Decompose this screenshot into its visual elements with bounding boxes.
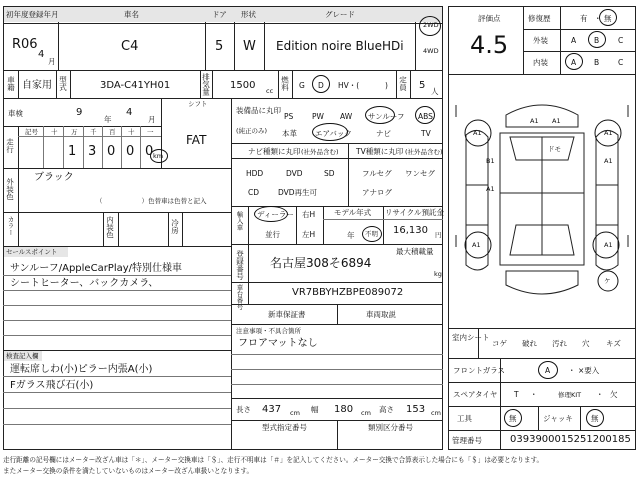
drive-4wd: 4WD [423,47,439,55]
damage-mark-5: B1 [486,157,495,165]
width-unit: cm [361,409,371,417]
fuel-option-d: D [318,81,324,90]
front-glass-replace: ×要入 [578,366,600,375]
sales-points-label: セールスポイント [6,248,58,256]
import-label: 輸入車 [235,211,244,231]
fuel-option-hv: HV・( [338,81,360,90]
recycle-label: リサイクル預託金 [385,208,444,217]
mileage-place-symbol: 記号 [25,128,38,136]
fuel-option-g: G [299,81,305,90]
equip-ps: PS [284,112,294,121]
damage-mark-1: A1 [473,129,482,137]
inspection-month: 4 [126,107,133,118]
fuel-option-close: ) [385,81,388,90]
interior-b: B [594,58,600,67]
mgmt-no: 0393900015251200185 [510,434,631,445]
repair-dot: ・ [594,14,602,23]
coolant-label: 冷房 [170,219,180,234]
damage-mark-6: A1 [604,157,613,165]
chassis-label: 車台番号 [235,284,244,310]
damage-mark-4: A1 [552,117,561,125]
tv-oneseg: ワンセグ [405,169,435,178]
damage-mark-3: A1 [530,117,539,125]
width: 180 [334,404,354,415]
damage-mark-9: A1 [472,241,481,249]
model-year-unit: 年 [347,231,355,240]
tools-none: 無 [509,414,517,423]
parallel: 並行 [265,230,280,239]
front-glass-label: フロントガラス [453,366,506,375]
mileage-place-100: 百 [109,128,116,136]
equip-pw: PW [312,112,324,121]
repair-label: 修復歴 [528,14,551,23]
mileage-place-10: 十 [128,128,135,136]
equip-abs: ABS [418,112,433,121]
navi-type-label: ナビ種類に丸印 [248,147,301,156]
mileage-place-100k: 十 [51,128,58,136]
shape: W [243,39,256,54]
navi-cd: CD [248,188,260,197]
navi-type-sub: (社外品含む) [301,148,339,156]
interior-color-label: 内装色 [105,216,115,239]
mileage-digit-5: 0 [145,144,154,159]
tools-label: 工具 [457,414,472,423]
notes-label: 注意事項・不具合箇所 [236,327,301,335]
exterior-c: C [618,36,624,45]
model-year-label: モデル年式 [334,208,372,217]
inspection-year: 9 [76,107,83,118]
equip-tv: TV [421,129,431,138]
capacity-label: 定員 [398,76,408,91]
sheet-scratch: キズ [606,339,621,348]
interior-sheet-label: 室内シート [452,333,490,342]
navi-dvd: DVD [286,169,303,178]
mileage-label: 走行 [5,138,15,153]
spare-dot-2: ・ [596,390,604,399]
fuel-label: 燃料 [280,76,290,91]
doors: 5 [215,39,224,54]
length-unit: cm [290,409,300,417]
interior-grade-label: 内装 [533,58,548,67]
door-header: ドア [212,10,227,19]
score-label: 評価点 [478,14,501,23]
height-unit: cm [431,409,441,417]
car-name-header: 車名 [124,10,139,19]
navi-dvd-play: DVD再生可 [278,188,318,197]
model-label: 型式 [58,76,68,91]
chassis-no: VR7BBYHZBPE089072 [292,287,404,298]
ext-color: ブラック [34,172,74,183]
displacement-label: 排気量 [201,73,211,96]
car-damage-diagram [448,75,636,325]
capacity-unit: 人 [431,87,439,96]
inspector-note-1: 運転席しわ(小)ピラー内張A(小) [10,364,153,375]
exterior-a: A [571,36,577,45]
width-label: 幅 [311,405,319,414]
grade-header: グレード [325,10,355,19]
repair-none: 無 [604,14,612,23]
interior-a: A [571,58,577,67]
sheet-stain: 汚れ [552,339,567,348]
tv-fullseg: フルセグ [362,169,392,178]
damage-mark-7: A1 [486,185,495,193]
month-unit: 月 [48,57,56,66]
mileage-unit: km [153,152,164,160]
new-car-warranty: 新車保証書 [268,310,306,319]
footer-note-2: またメーター交換の条件を満たしていないものはメーター改ざん車扱いとなります。 [3,467,254,475]
equip-airbag: エアバック [315,129,352,138]
length-label: 長さ [236,405,251,414]
mileage-place-1k: 千 [90,128,97,136]
spare-repair-kit: 修理KIT [558,391,582,399]
tv-type-sub: (社外品含む) [405,148,443,156]
registration-label: 車籍 [6,76,16,91]
registration-value: 自家用 [22,80,52,91]
damage-mark-8: ドモ [548,145,561,153]
spare-missing: 欠 [610,390,618,399]
mileage-place-1: 一 [147,128,154,136]
shift-label: シフト [188,100,208,108]
color-no-label: カラー [6,216,15,236]
car-name: C4 [121,39,139,54]
reg-no: 名古屋308そ6894 [270,256,372,270]
recycle-unit: 円 [435,231,442,239]
score: 4.5 [470,31,509,59]
grade: Edition noire BlueHDi [276,39,404,53]
navi-hdd: HDD [246,169,264,178]
height-label: 高さ [379,405,394,414]
damage-mark-10: ケ [604,277,611,285]
sheet-tear: 破れ [522,339,537,348]
equip-navi: ナビ [376,129,391,138]
dealer: ディーラー [257,210,294,219]
spare-dot-1: ・ [530,390,538,399]
inspection-label: 車検 [8,109,23,118]
steering-right: 右H [302,210,316,219]
damage-mark-11: A1 [604,241,613,249]
repair-yes: 有 [580,14,588,23]
first-reg-header: 初年度登録年月 [6,10,59,19]
mileage-digit-3: 0 [107,144,116,159]
sheet-burn: コゲ [492,339,507,348]
model-code: 3DA-C41YH01 [100,80,171,91]
interior-c: C [618,58,624,67]
capacity: 5 [419,80,426,91]
mileage-digit-2: 3 [88,144,97,159]
model-year-unknown: 不明 [365,230,378,238]
inspector-notes-label: 検査記入欄 [6,352,39,360]
height: 153 [406,404,426,415]
equip-leather: 本革 [282,129,297,138]
equipment-label: 装備品に丸印 [236,106,281,115]
displacement: 1500 [230,80,256,91]
sheet-hole: 穴 [582,339,590,348]
recycle-amount: 16,130 [393,225,428,236]
shape-header: 形状 [241,10,256,19]
tv-type-label: TV種類に丸印 [356,147,404,156]
max-load-label: 最大積載量 [396,247,434,256]
tv-analog: アナログ [362,188,392,197]
max-load-unit: kg [434,270,442,278]
equip-aw: AW [340,112,353,121]
shift: FAT [186,133,207,147]
mileage-digit-1: 1 [68,144,77,159]
inspector-note-2: Fガラス飛び石(小) [10,380,94,391]
mileage-digit-4: 0 [126,144,135,159]
jack-label: ジャッキ [543,414,573,423]
inspection-year-unit: 年 [104,115,112,124]
jack-none: 無 [591,414,599,423]
mgmt-no-label: 管理番号 [452,436,482,445]
front-glass-a: A [545,366,551,375]
equip-sunroof: サンルーフ [368,112,405,121]
footer-note-1: 走行距離の記号欄にはメーター改ざん車は「＊」、メーター交換車は「＄」、走行不明車は「＃」を記入してください。メーター交換で合算表示した場合にも「＄」は必要となります。 [3,456,544,464]
steering-left: 左H [302,230,316,239]
mileage-place-10k: 万 [71,128,78,136]
displacement-unit: cc [266,87,274,95]
category-label: 類別区分番号 [368,423,413,432]
drive-2wd: 2WD [423,21,439,29]
exterior-b: B [594,36,600,45]
sales-point-2: シートヒーター、バックカメラ、 [10,278,159,289]
length: 437 [262,404,282,415]
spare-t: T [514,390,519,399]
navi-sd: SD [324,169,335,178]
spare-tire-label: スペアタイヤ [453,390,498,399]
sales-point-1: サンルーフ/AppleCarPlay/特別仕様車 [10,263,183,274]
first-reg-year: R06 [12,37,38,52]
first-reg-month: 4 [38,49,45,60]
inspection-month-unit: 月 [148,115,156,124]
equipment-sub: (純正のみ) [236,127,268,135]
ext-color-label: 外装色 [5,178,15,201]
reg-no-label: 登録番号 [235,250,245,280]
exterior-label: 外装 [533,36,548,45]
vehicle-manual: 車両取説 [366,310,396,319]
notes: フロアマットなし [238,338,318,349]
color-change-note: （ ）色替車は色替と記入 [96,197,207,205]
damage-mark-2: A1 [604,129,613,137]
front-glass-dot: ・ [568,366,576,375]
type-designation-label: 型式指定番号 [262,423,307,432]
